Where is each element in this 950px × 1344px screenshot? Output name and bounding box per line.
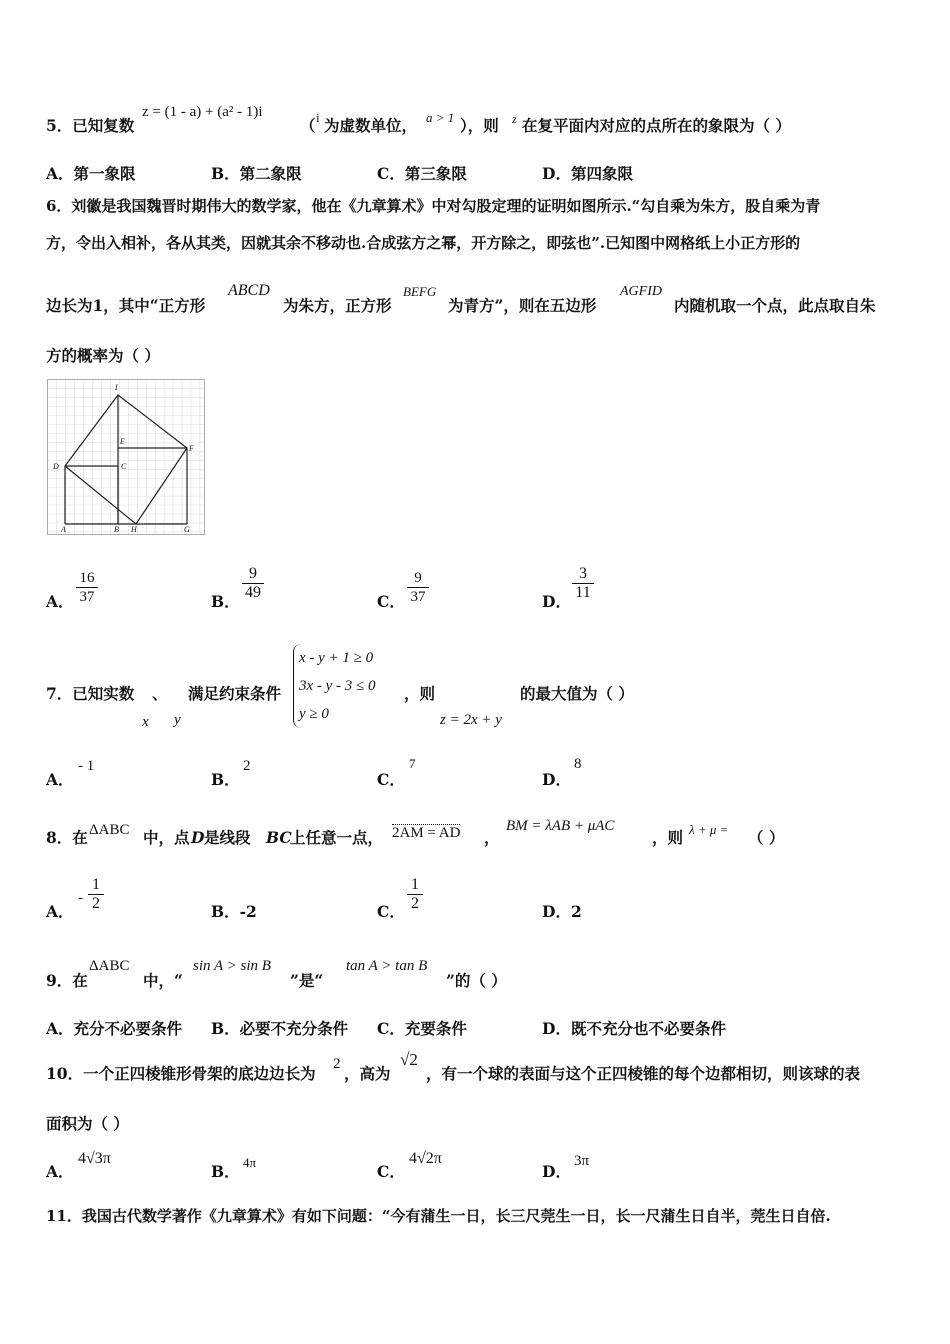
q10-line-2: 面积为（ ） — [46, 1114, 129, 1133]
q6-option-c-fraction: $\frac{9}{37}$ — [407, 569, 429, 606]
q5-text: 在复平面内对应的点所在的象限为（ ） — [522, 116, 791, 135]
q10-option-b-value: 4π — [243, 1155, 257, 1170]
q10-option-d-value: 3π — [574, 1153, 590, 1169]
q9-option-b[interactable]: B．必要不充分条件 — [211, 1019, 349, 1038]
q9-option-a[interactable]: A．充分不必要条件 — [46, 1019, 183, 1038]
q7-option-c[interactable]: C． — [377, 770, 405, 789]
q8-sum: λ + μ = — [689, 822, 729, 837]
q11-line-1: 11．我国古代数学著作《九章算术》有如下问题：“今有蒲生一日，长三尺莞生一日，长一尺蒲生日自半，莞生日自倍. — [46, 1207, 831, 1225]
q6-option-d-fraction: $\frac{3}{11}$ — [572, 565, 594, 602]
q6-label-e: E — [120, 437, 125, 446]
q8-number: 8．在 — [46, 828, 88, 847]
q7-constraint-system — [293, 644, 376, 728]
q8-option-d[interactable]: D．2 — [542, 902, 582, 921]
q10-option-b[interactable]: B． — [211, 1162, 240, 1181]
q10-text: ，有一个球的表面与这个正四棱锥的每个边都相切，则该球的表 — [426, 1064, 861, 1083]
q6-option-d[interactable]: D． — [542, 592, 571, 611]
q6-figure-grid — [46, 378, 206, 536]
q9-text: ”是“ — [290, 971, 324, 990]
q6-line-3: 为朱方，正方形 — [283, 296, 392, 315]
q5-option-b[interactable]: B．第二象限 — [211, 164, 302, 183]
q5-text: ），则 — [460, 116, 499, 135]
q6-line-4: 方的概率为（ ） — [46, 346, 160, 365]
q8-option-a-fraction: $\frac{1}{2}$ — [88, 876, 104, 913]
q7-option-d-value: 8 — [574, 756, 582, 772]
q7-text: ，则 — [404, 684, 436, 703]
q10-option-d[interactable]: D． — [542, 1162, 571, 1181]
q7-separator: 、 — [152, 684, 168, 703]
q5-imag-unit: i — [316, 110, 320, 125]
q8-text: 中，点 — [143, 828, 190, 847]
q8-option-b[interactable]: B．-2 — [211, 902, 257, 921]
q6-square-abcd: ABCD — [228, 282, 270, 299]
q8-text: 上任意一点， — [290, 828, 384, 847]
q7-number: 7．已知实数 — [46, 684, 135, 703]
q8-vector-equation: 2AM = AD — [392, 825, 461, 841]
q9-number: 9．在 — [46, 971, 88, 990]
q7-option-b[interactable]: B． — [211, 770, 240, 789]
q9-condition-q: tan A > tan B — [346, 958, 428, 974]
q8-triangle: ΔABC — [89, 822, 130, 838]
q5-option-d[interactable]: D．第四象限 — [542, 164, 633, 183]
q6-label-d: D — [53, 462, 59, 471]
q7-option-c-value: 7 — [409, 756, 416, 771]
q10-option-c[interactable]: C． — [377, 1162, 405, 1181]
q7-constraint-3: y ≥ 0 — [299, 706, 329, 722]
q5-text: （ — [300, 116, 316, 135]
q7-option-d[interactable]: D． — [542, 770, 571, 789]
q6-label-a: A — [61, 525, 66, 534]
q7-var-x: x — [142, 714, 149, 730]
q8-option-c[interactable]: C． — [377, 902, 405, 921]
q6-label-c: C — [121, 462, 127, 471]
q6-label-f: F — [189, 444, 194, 453]
q10-text: ，高为 — [344, 1064, 391, 1083]
q6-option-a-fraction: $\frac{16}{37}$ — [76, 569, 98, 606]
q8-segment-bc: BC — [266, 828, 292, 847]
q9-option-c[interactable]: C．充要条件 — [377, 1019, 467, 1038]
q9-option-d[interactable]: D．既不充分也不必要条件 — [542, 1019, 726, 1038]
q6-label-b: B — [114, 525, 119, 534]
q10-side-length: 2 — [333, 1056, 341, 1072]
q8-option-a[interactable]: A． — [46, 902, 74, 921]
q8-text: ，则 — [652, 828, 684, 847]
q10-option-c-value: 4√2π — [409, 1150, 442, 1167]
q6-line-3: 内随机取一个点，此点取自朱 — [674, 296, 876, 315]
q6-line-3: 边长为1，其中“正方形 — [46, 296, 206, 315]
q9-condition-p: sin A > sin B — [193, 958, 271, 974]
q7-text: 满足约束条件 — [188, 684, 282, 703]
q10-height: √2 — [400, 1050, 418, 1069]
q5-expression: z = (1 - a) + (a² - 1)i — [142, 104, 263, 120]
q7-option-a[interactable]: A． — [46, 770, 74, 789]
q6-pentagon-agfid: AGFID — [620, 284, 662, 299]
q8-option-c-fraction: $\frac{1}{2}$ — [407, 876, 423, 913]
q6-square-befg: BEFG — [403, 284, 437, 299]
q7-text: 的最大值为（ ） — [520, 684, 634, 703]
q6-label-i: I — [115, 383, 118, 392]
q5-option-c[interactable]: C．第三象限 — [377, 164, 467, 183]
q5-text: 为虚数单位， — [324, 116, 418, 135]
q5-z: z — [512, 112, 517, 126]
q5-condition: a > 1 — [426, 110, 455, 125]
q6-label-h: H — [131, 525, 137, 534]
q6-line-2: 方，令出入相补，各从其类，因就其余不移动也.合成弦方之幂，开方除之，即弦也”.已知图中网格纸上小正方形的 — [46, 234, 801, 252]
q7-option-b-value: 2 — [243, 758, 251, 774]
q8-vector-bm: BM = λAB + μAC — [506, 818, 615, 834]
q8-text: 是线段 — [204, 828, 251, 847]
q9-text: 中，“ — [143, 971, 183, 990]
q6-option-b-fraction: $\frac{9}{49}$ — [242, 565, 264, 602]
q7-constraint-2: 3x - y - 3 ≤ 0 — [299, 678, 376, 694]
q5-option-a[interactable]: A．第一象限 — [46, 164, 136, 183]
q6-label-g: G — [184, 525, 190, 534]
q5-number: 5．已知复数 — [46, 116, 135, 135]
q8-option-a-sign: - — [78, 890, 83, 906]
q7-objective: z = 2x + y — [440, 712, 502, 728]
q6-line-3: 为青方”，则在五边形 — [448, 296, 597, 315]
q8-text: ， — [484, 828, 500, 847]
q6-option-c[interactable]: C． — [377, 592, 405, 611]
q9-triangle: ΔABC — [89, 958, 130, 974]
q7-var-y: y — [174, 712, 181, 728]
q7-constraint-1: x - y + 1 ≥ 0 — [299, 650, 374, 666]
q10-option-a-value: 4√3π — [78, 1150, 111, 1167]
q9-text: ”的（ ） — [446, 971, 507, 990]
q6-option-a[interactable]: A． — [46, 592, 74, 611]
q8-text: （ ） — [748, 828, 785, 847]
q6-line-1: 6．刘徽是我国魏晋时期伟大的数学家，他在《九章算术》中对勾股定理的证明如图所示.“勾自乘为朱方，股自乘为青 — [46, 197, 821, 215]
q10-option-a[interactable]: A． — [46, 1162, 74, 1181]
q10-text: 10．一个正四棱锥形骨架的底边边长为 — [46, 1064, 316, 1083]
q8-point-d: D — [191, 828, 205, 847]
q6-option-b[interactable]: B． — [211, 592, 240, 611]
q7-option-a-value: - 1 — [78, 758, 95, 774]
